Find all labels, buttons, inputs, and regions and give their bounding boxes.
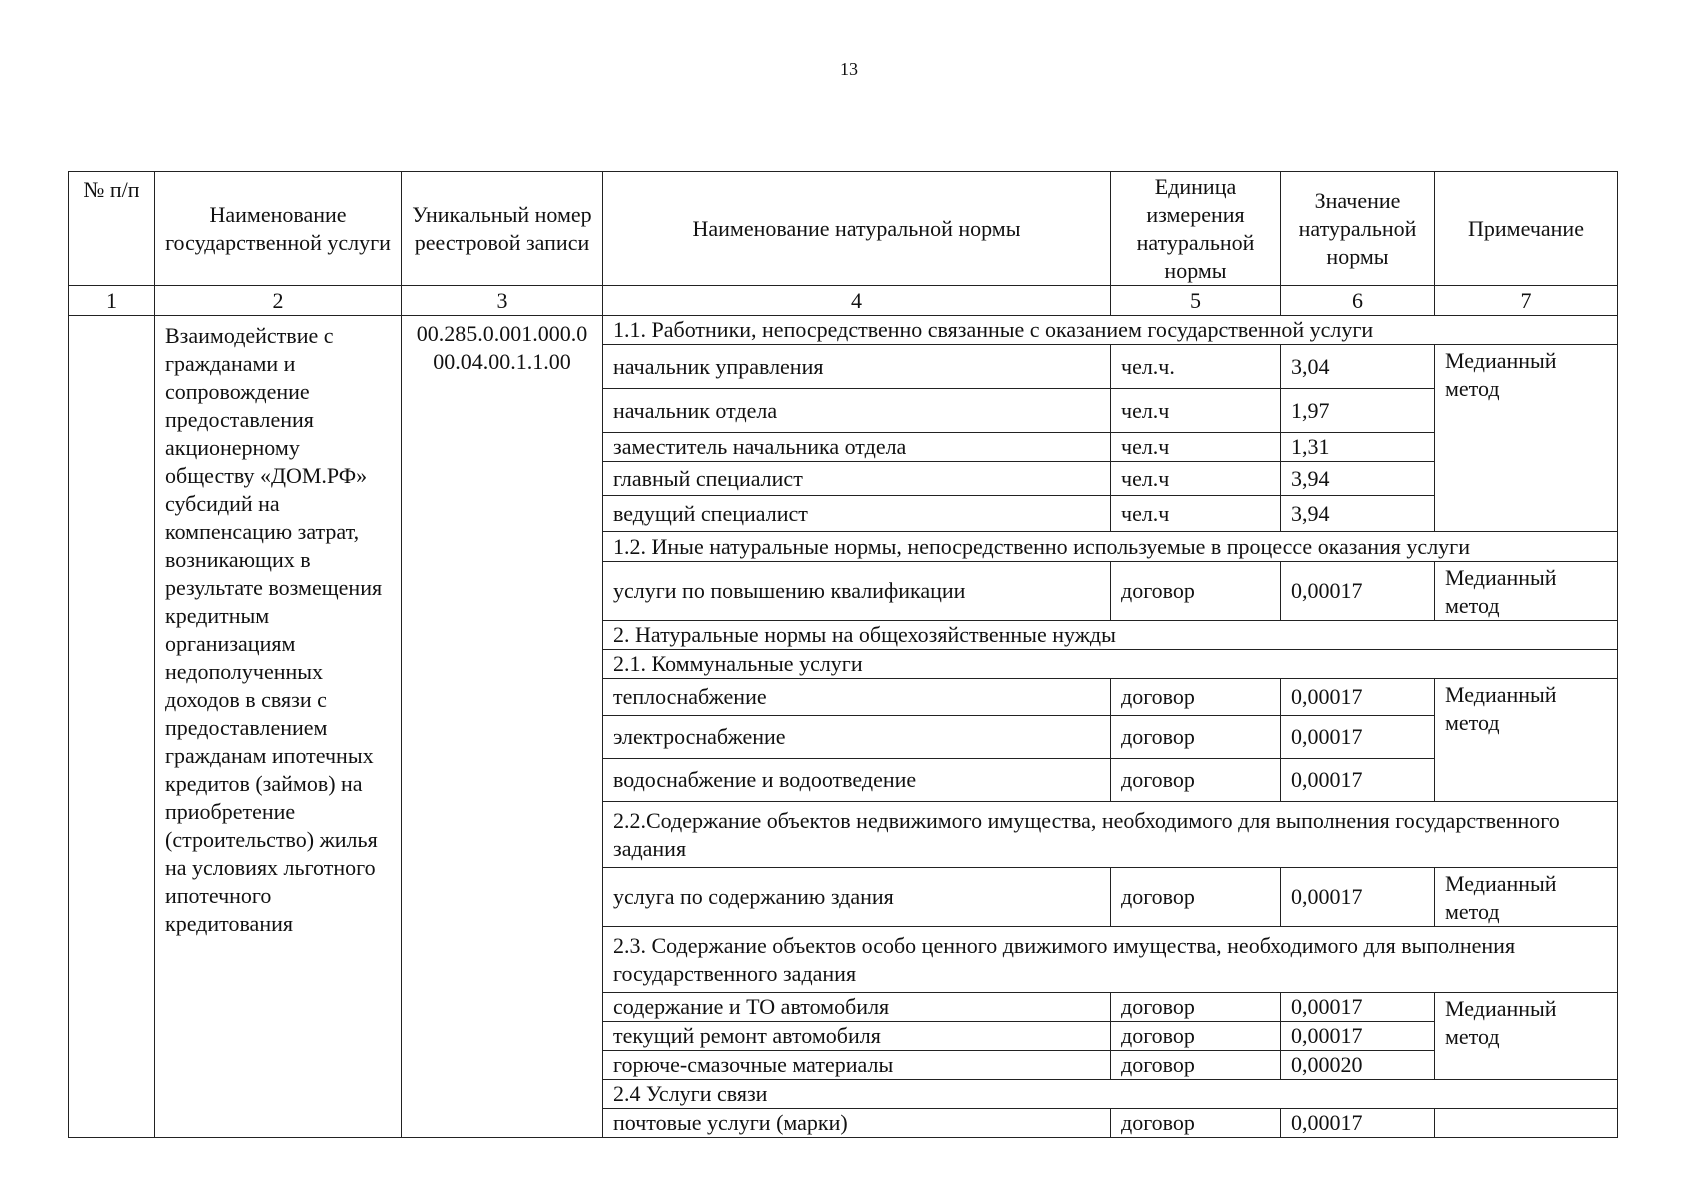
header-norm-name: Наименование натуральной нормы — [603, 172, 1111, 286]
column-number: 3 — [402, 286, 603, 316]
norm-name: водоснабжение и водоотведение — [603, 759, 1111, 802]
norm-value: 1,97 — [1281, 389, 1435, 433]
column-number: 4 — [603, 286, 1111, 316]
norm-value: 0,00017 — [1281, 679, 1435, 716]
note-cell: Медианный метод — [1435, 345, 1618, 532]
norm-name: текущий ремонт автомобиля — [603, 1022, 1111, 1051]
norm-value: 0,00017 — [1281, 716, 1435, 759]
page-number: 13 — [840, 59, 858, 79]
header-note: Примечание — [1435, 172, 1618, 286]
norm-name: электроснабжение — [603, 716, 1111, 759]
norm-name: почтовые услуги (марки) — [603, 1109, 1111, 1138]
norm-name: заместитель начальника отдела — [603, 433, 1111, 462]
norm-value: 1,31 — [1281, 433, 1435, 462]
column-number: 6 — [1281, 286, 1435, 316]
registry-number-cell: 00.285.0.001.000.0 00.04.00.1.1.00 — [402, 316, 603, 1138]
column-number-row — [69, 286, 1618, 316]
norm-unit: чел.ч — [1111, 496, 1281, 532]
section-2-2-heading: 2.2.Содержание объектов недвижимого имущества, необходимого для выполнения государственного задания — [603, 802, 1618, 868]
norm-value: 0,00020 — [1281, 1051, 1435, 1080]
norm-value: 0,00017 — [1281, 1109, 1435, 1138]
norm-unit: договор — [1111, 1051, 1281, 1080]
norm-name: главный специалист — [603, 462, 1111, 496]
note-cell: Медианный метод — [1435, 868, 1618, 927]
norm-unit: чел.ч — [1111, 433, 1281, 462]
norm-name: теплоснабжение — [603, 679, 1111, 716]
norm-value: 3,04 — [1281, 345, 1435, 389]
section-2-heading: 2. Натуральные нормы на общехозяйственные нужды — [603, 621, 1618, 650]
norm-name: услуги по повышению квалификации — [603, 562, 1111, 621]
note-cell: Медианный метод — [1435, 993, 1618, 1080]
norm-unit: договор — [1111, 759, 1281, 802]
header-service-name: Наименование государственной услуги — [155, 172, 402, 286]
norm-unit: договор — [1111, 716, 1281, 759]
service-name-cell: Взаимодействие с гражданами и сопровождение предоставления акционерному обществу «ДОМ.РФ» субсидий на компенсацию затрат, возникающих в результате возмещения кредитным организациям недополученных доходов в связи с предоставлением гражданам ипотечных кредитов (займов) на приобретение (строительство) жилья на условиях льготного ипотечного кредитования — [155, 316, 402, 1138]
header-row — [69, 172, 1618, 286]
norm-unit: договор — [1111, 993, 1281, 1022]
norm-value: 3,94 — [1281, 496, 1435, 532]
norm-value: 0,00017 — [1281, 993, 1435, 1022]
note-cell — [1435, 1109, 1618, 1138]
norm-unit: договор — [1111, 868, 1281, 927]
norm-value: 0,00017 — [1281, 562, 1435, 621]
section-2-1-heading: 2.1. Коммунальные услуги — [603, 650, 1618, 679]
norm-unit: чел.ч. — [1111, 345, 1281, 389]
note-cell: Медианный метод — [1435, 562, 1618, 621]
natural-norms-table — [68, 171, 1618, 1138]
section-1-1-heading: 1.1. Работники, непосредственно связанные с оказанием государственной услуги — [603, 316, 1618, 345]
norm-name: начальник управления — [603, 345, 1111, 389]
column-number: 1 — [69, 286, 155, 316]
norm-unit: договор — [1111, 562, 1281, 621]
header-unit: Единица измерения натуральной нормы — [1111, 172, 1281, 286]
header-value: Значение натуральной нормы — [1281, 172, 1435, 286]
norm-name: начальник отдела — [603, 389, 1111, 433]
column-number: 5 — [1111, 286, 1281, 316]
norm-value: 0,00017 — [1281, 1022, 1435, 1051]
header-registry-number: Уникальный номер реестровой записи — [402, 172, 603, 286]
note-cell: Медианный метод — [1435, 679, 1618, 802]
column-number: 7 — [1435, 286, 1618, 316]
norm-value: 3,94 — [1281, 462, 1435, 496]
section-1-2-heading: 1.2. Иные натуральные нормы, непосредственно используемые в процессе оказания услуги — [603, 532, 1618, 562]
norm-name: горюче-смазочные материалы — [603, 1051, 1111, 1080]
norm-unit: чел.ч — [1111, 389, 1281, 433]
header-num: № п/п — [69, 172, 155, 286]
norm-unit: чел.ч — [1111, 462, 1281, 496]
norm-name: услуга по содержанию здания — [603, 868, 1111, 927]
row-number-cell — [69, 316, 155, 1138]
norm-unit: договор — [1111, 1022, 1281, 1051]
column-number: 2 — [155, 286, 402, 316]
section-2-3-heading: 2.3. Содержание объектов особо ценного движимого имущества, необходимого для выполнения государственного задания — [603, 927, 1618, 993]
norm-name: ведущий специалист — [603, 496, 1111, 532]
norm-unit: договор — [1111, 1109, 1281, 1138]
norm-name: содержание и ТО автомобиля — [603, 993, 1111, 1022]
section-2-4-heading: 2.4 Услуги связи — [603, 1080, 1618, 1109]
norm-unit: договор — [1111, 679, 1281, 716]
norm-value: 0,00017 — [1281, 759, 1435, 802]
section-row — [69, 316, 1618, 345]
norm-value: 0,00017 — [1281, 868, 1435, 927]
